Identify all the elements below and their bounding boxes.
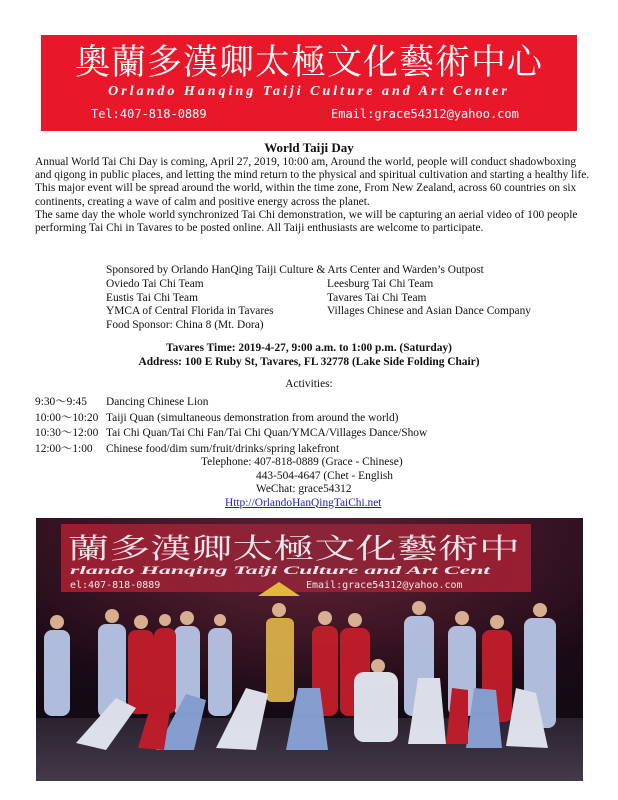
activities-heading: Activities: (285, 378, 333, 390)
intro-text (35, 156, 591, 235)
schedule-time: 12:00～1:00 (35, 442, 93, 455)
sponsors-heading: Sponsored by Orlando HanQing Taiji Culture & Arts Center and Warden’s Outpost (106, 264, 484, 276)
schedule-row (35, 411, 427, 427)
stage-banner-tel: el:407-818-0889 (70, 580, 161, 591)
stage-banner-chinese: 蘭多漢卿太極文化藝術中 (68, 532, 520, 565)
sponsor-item: Villages Chinese and Asian Dance Company (327, 305, 531, 318)
banner-telephone: Tel:407-818-0889 (91, 107, 207, 121)
page-title: World Taiji Day (264, 140, 354, 155)
intro-paragraph: Annual World Tai Chi Day is coming, April 27, 2019, 10:00 am, Around the world, people will conduct shadowboxing and qigong in public places, and letting the mind return to the physical and spiritual cultivation and starting a healthy life. (35, 156, 590, 182)
contact-wechat: WeChat: grace54312 (256, 483, 352, 495)
activities-schedule (35, 395, 427, 457)
schedule-activity: Tai Chi Quan/Tai Chi Fan/Tai Chi Quan/YMCA/Villages Dance/Show (106, 427, 428, 439)
schedule-row (35, 426, 427, 442)
intro-paragraph: This major event will be spread around the world, within the time zone, From New Zealand, across 60 countries on six continents, creating a wave of calm and positive energy across the planet. (35, 182, 577, 208)
banner-email: Email:grace54312@yahoo.com (331, 107, 519, 121)
website-link[interactable]: Http://OrlandoHanQingTaiChi.net (225, 496, 382, 509)
contact-telephone: Telephone: 407-818-0889 (Grace - Chinese) (201, 456, 403, 468)
contact-info (201, 456, 403, 510)
sponsor-item: Leesburg Tai Chi Team (327, 277, 434, 290)
sponsor-item: Eustis Tai Chi Team (106, 291, 198, 304)
schedule-activity: Chinese food/dim sum/fruit/drinks/spring lakefront (106, 442, 340, 455)
schedule-time: 9:30～9:45 (35, 396, 87, 408)
schedule-activity: Dancing Chinese Lion (106, 396, 209, 408)
schedule-time: 10:00～10:20 (35, 411, 99, 424)
sponsors-list (106, 278, 586, 333)
header-banner (41, 35, 577, 131)
banner-chinese-title: 奧蘭多漢卿太極文化藝術中心 (74, 43, 543, 83)
sponsor-item: Oviedo Tai Chi Team (106, 277, 204, 290)
schedule-time: 10:30～12:00 (35, 427, 99, 439)
event-details (0, 341, 618, 369)
sponsor-item: Tavares Tai Chi Team (327, 291, 427, 304)
event-address: Address: 100 E Ruby St, Tavares, FL 32778 (Lake Side Folding Chair) (138, 356, 480, 368)
schedule-row (35, 442, 427, 458)
group-photo (36, 518, 583, 781)
sponsor-item: Food Sponsor: China 8 (Mt. Dora) (106, 319, 264, 332)
event-time: Tavares Time: 2019-4-27, 9:00 a.m. to 1:00 p.m. (Saturday) (166, 342, 452, 354)
intro-paragraph: The same day the whole world synchronized Tai Chi demonstration, we will be capturing an aerial video of 100 people performing Tai Chi in Tavares to be posted online. All Taiji enthusiasts are welcome to participate. (35, 208, 578, 235)
contact-telephone-secondary: 443-504-4647 (Chet - English (256, 469, 393, 482)
banner-english-title: Orlando Hanqing Taiji Culture and Art Center (108, 84, 510, 99)
sponsor-item: YMCA of Central Florida in Tavares (106, 305, 274, 318)
stage-banner-english: rlando Hanqing Taiji Culture and Art Cent (70, 563, 492, 577)
stage-banner-email: Email:grace54312@yahoo.com (306, 580, 463, 591)
schedule-activity: Taiji Quan (simultaneous demonstration from around the world) (106, 411, 399, 424)
schedule-row (35, 395, 427, 411)
sponsors-section (106, 264, 586, 333)
